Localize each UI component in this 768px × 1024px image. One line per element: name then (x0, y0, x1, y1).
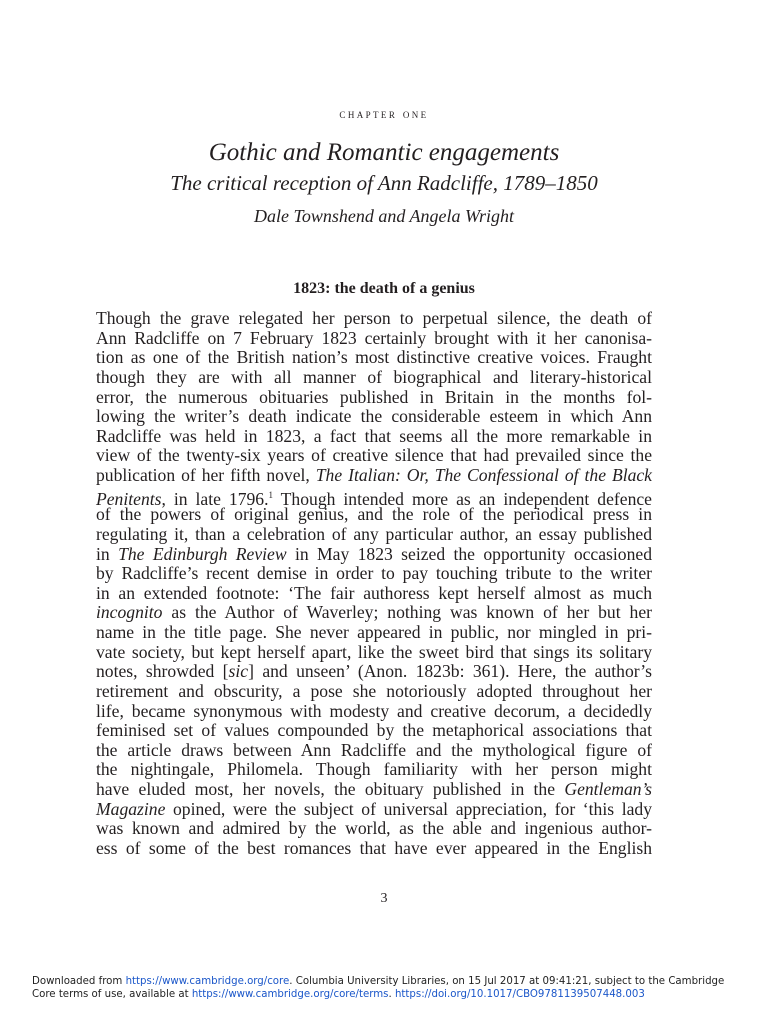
body-line: view of the twenty-six years of creative silence that had prevailed since the (96, 445, 652, 466)
body-line: feminised set of values compounded by the metaphorical associations that (96, 720, 652, 741)
body-line: Penitents, in late 1796.$^1$ Though intended more as an independent defence (96, 488, 652, 509)
body-line: error, the numerous obituaries published in Britain in the months fol- (96, 386, 652, 407)
body-line: notes, shrowded [sic] and unseen’ (Anon. 1823b: 361). Here, the author’s (96, 661, 652, 682)
body-line: vate society, but kept herself apart, like the sweet bird that sings its solitary (96, 641, 652, 662)
book-title-italic: Penitents (96, 488, 162, 509)
body-line: Radcliffe was held in 1823, a fact that seems all the more remarkable in (96, 425, 652, 446)
body-text (96, 309, 652, 859)
body-line: Magazine opined, were the subject of universal appreciation, for ‘this lady (96, 798, 652, 819)
body-line: was known and admired by the world, as the able and ingenious author- (96, 818, 652, 839)
chapter-authors: Dale Townshend and Angela Wright (253, 206, 514, 226)
download-footer (32, 975, 732, 1001)
body-line: though they are with all manner of biographical and literary-historical (96, 366, 652, 387)
body-line: publication of her fifth novel, The Italian: Or, The Confessional of the Black (96, 465, 652, 485)
body-line: ess of some of the best romances that have ever appeared in the English (96, 837, 652, 858)
section-heading: 1823: the death of a genius (293, 280, 475, 297)
footer-text: . (388, 989, 395, 1000)
footnote-marker: 1 (268, 489, 274, 500)
body-line: lowing the writer’s death indicate the considerable esteem in which Ann (96, 406, 652, 427)
emphasis-italic: incognito (96, 602, 163, 623)
body-line: tion as one of the British nation’s most distinctive creative voices. Fraught (96, 347, 652, 368)
chapter-subtitle: The critical reception of Ann Radcliffe, 1789–1850 (170, 171, 598, 195)
body-line: Though the grave relegated her person to perpetual silence, the death of (96, 308, 652, 328)
body-line: name in the title page. She never appeared in public, nor mingled in pri- (96, 622, 652, 642)
body-line: have eluded most, her novels, the obituary published in the Gentleman’s (96, 779, 652, 799)
cambridge-core-link[interactable]: https://www.cambridge.org/core (125, 976, 290, 987)
body-line: the nightingale, Philomela. Though familiarity with her person might (96, 759, 652, 780)
body-line: in an extended footnote: ‘The fair authoress kept herself almost as much (96, 582, 652, 603)
body-line: retirement and obscurity, a pose she notoriously adopted throughout her (96, 680, 652, 701)
body-line: Ann Radcliffe on 7 February 1823 certainly brought with it her canonisa- (96, 327, 652, 348)
book-title-italic: The Italian: Or, The Confessional of the Black (315, 465, 652, 485)
doi-link[interactable]: https://doi.org/10.1017/CBO9781139507448.003 (394, 989, 645, 1000)
footer-text: . Columbia University Libraries, on 15 Jul 2017 at 09:41:21, subject to the Cambridge (289, 976, 725, 987)
body-line: incognito as the Author of Waverley; nothing was known of her but her (96, 602, 652, 623)
body-line: the article draws between Ann Radcliffe and the mythological figure of (96, 739, 652, 760)
sic-italic: sic (228, 661, 249, 682)
chapter-title: Gothic and Romantic engagements (208, 139, 560, 166)
body-line: life, became synonymous with modesty and creative decorum, a decidedly (96, 700, 652, 721)
journal-title-italic: The Edinburgh Review (118, 543, 287, 564)
journal-title-italic: Magazine (96, 798, 166, 819)
journal-title-italic: Gentleman’s (564, 779, 652, 799)
body-line: by Radcliffe’s recent demise in order to pay touching tribute to the writer (96, 563, 652, 584)
chapter-label: chapter one (339, 106, 429, 121)
terms-link[interactable]: https://www.cambridge.org/core/terms (191, 989, 389, 1000)
body-line: in The Edinburgh Review in May 1823 seized the opportunity occasioned (96, 543, 652, 564)
footer-text: Downloaded from (32, 976, 126, 987)
body-line: regulating it, than a celebration of any particular author, an essay published (96, 523, 652, 544)
body-line: of the powers of original genius, and the role of the periodical press in (96, 504, 652, 525)
page-number: 3 (380, 891, 388, 906)
footer-text: Core terms of use, available at (32, 989, 192, 1000)
